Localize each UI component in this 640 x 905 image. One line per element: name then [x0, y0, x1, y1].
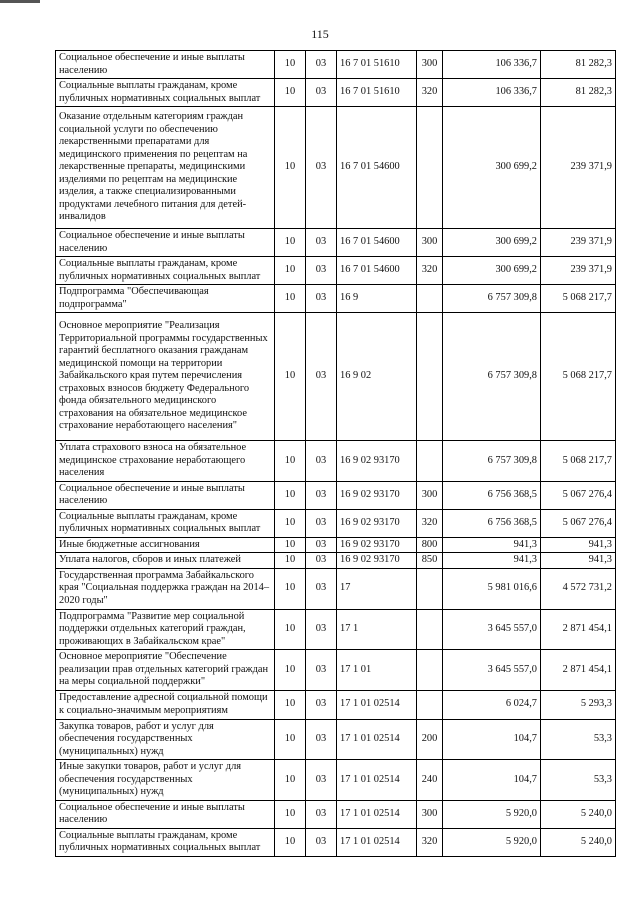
table-row [56, 690, 616, 719]
row-target-article-code: 16 9 02 93170 [337, 553, 417, 569]
row-description: Предоставление адресной социальной помощи к социально-значимым мероприятиям [56, 690, 275, 719]
row-amount-second: 53,3 [541, 760, 616, 801]
row-section-code: 10 [275, 760, 306, 801]
row-subsection-code: 03 [306, 719, 337, 760]
row-expense-kind-code: 300 [417, 481, 443, 509]
row-section-code: 10 [275, 650, 306, 691]
row-section-code: 10 [275, 828, 306, 856]
row-section-code: 10 [275, 257, 306, 285]
row-amount-second: 5 240,0 [541, 800, 616, 828]
row-amount-second: 5 067 276,4 [541, 509, 616, 537]
row-section-code: 10 [275, 441, 306, 482]
table-row [56, 107, 616, 229]
row-amount-first: 5 920,0 [443, 800, 541, 828]
row-amount-first: 104,7 [443, 719, 541, 760]
table-row [56, 760, 616, 801]
row-amount-second: 239 371,9 [541, 257, 616, 285]
row-description: Социальные выплаты гражданам, кроме публичных нормативных социальных выплат [56, 828, 275, 856]
table-row [56, 553, 616, 569]
table-row [56, 719, 616, 760]
row-target-article-code: 17 1 01 [337, 650, 417, 691]
table-row [56, 257, 616, 285]
row-subsection-code: 03 [306, 509, 337, 537]
row-amount-second: 5 068 217,7 [541, 313, 616, 441]
row-expense-kind-code: 850 [417, 553, 443, 569]
row-subsection-code: 03 [306, 285, 337, 313]
row-description: Уплата налогов, сборов и иных платежей [56, 553, 275, 569]
row-target-article-code: 16 7 01 54600 [337, 107, 417, 229]
row-description: Закупка товаров, работ и услуг для обеспечения государственных (муниципальных) нужд [56, 719, 275, 760]
row-amount-second: 81 282,3 [541, 51, 616, 79]
row-amount-second: 5 068 217,7 [541, 441, 616, 482]
row-section-code: 10 [275, 313, 306, 441]
row-section-code: 10 [275, 285, 306, 313]
row-amount-first: 6 757 309,8 [443, 441, 541, 482]
table-row [56, 800, 616, 828]
row-subsection-code: 03 [306, 828, 337, 856]
table-row [56, 441, 616, 482]
row-section-code: 10 [275, 609, 306, 650]
row-amount-first: 3 645 557,0 [443, 650, 541, 691]
row-section-code: 10 [275, 79, 306, 107]
table-row [56, 568, 616, 609]
row-target-article-code: 16 7 01 51610 [337, 51, 417, 79]
row-description: Государственная программа Забайкальского края "Социальная поддержка граждан на 2014–2020 годы" [56, 568, 275, 609]
row-expense-kind-code: 240 [417, 760, 443, 801]
row-subsection-code: 03 [306, 79, 337, 107]
budget-table [55, 50, 616, 857]
row-expense-kind-code: 320 [417, 509, 443, 537]
row-amount-second: 239 371,9 [541, 229, 616, 257]
row-amount-first: 106 336,7 [443, 79, 541, 107]
row-description: Иные бюджетные ассигнования [56, 537, 275, 553]
row-description: Подпрограмма "Развитие мер социальной поддержки отдельных категорий граждан, проживающих в Забайкальском крае" [56, 609, 275, 650]
row-expense-kind-code: 320 [417, 79, 443, 107]
row-section-code: 10 [275, 537, 306, 553]
row-expense-kind-code: 200 [417, 719, 443, 760]
row-expense-kind-code: 300 [417, 51, 443, 79]
row-description: Подпрограмма "Обеспечивающая подпрограмма" [56, 285, 275, 313]
row-section-code: 10 [275, 800, 306, 828]
row-amount-second: 5 067 276,4 [541, 481, 616, 509]
scan-corner-mark [0, 0, 40, 3]
row-amount-second: 941,3 [541, 537, 616, 553]
row-description: Социальное обеспечение и иные выплаты населению [56, 481, 275, 509]
row-expense-kind-code [417, 609, 443, 650]
row-section-code: 10 [275, 481, 306, 509]
row-target-article-code: 17 [337, 568, 417, 609]
row-target-article-code: 16 9 02 93170 [337, 537, 417, 553]
row-amount-second: 5 068 217,7 [541, 285, 616, 313]
row-subsection-code: 03 [306, 229, 337, 257]
row-target-article-code: 17 1 01 02514 [337, 760, 417, 801]
row-description: Социальные выплаты гражданам, кроме публичных нормативных социальных выплат [56, 79, 275, 107]
row-target-article-code: 16 9 02 [337, 313, 417, 441]
row-expense-kind-code: 300 [417, 229, 443, 257]
table-row [56, 828, 616, 856]
row-amount-first: 104,7 [443, 760, 541, 801]
row-target-article-code: 17 1 01 02514 [337, 690, 417, 719]
row-amount-second: 239 371,9 [541, 107, 616, 229]
row-expense-kind-code [417, 650, 443, 691]
page-number: 115 [311, 27, 329, 41]
row-description: Уплата страхового взноса на обязательное медицинское страхование неработающего населения [56, 441, 275, 482]
row-amount-first: 6 756 368,5 [443, 509, 541, 537]
table-row [56, 537, 616, 553]
row-subsection-code: 03 [306, 650, 337, 691]
row-description: Социальные выплаты гражданам, кроме публичных нормативных социальных выплат [56, 509, 275, 537]
row-subsection-code: 03 [306, 257, 337, 285]
row-target-article-code: 17 1 [337, 609, 417, 650]
row-amount-first: 941,3 [443, 553, 541, 569]
row-target-article-code: 16 7 01 51610 [337, 79, 417, 107]
row-description: Основное мероприятие "Обеспечение реализации прав отдельных категорий граждан на меры социальной поддержки" [56, 650, 275, 691]
table-row [56, 79, 616, 107]
row-expense-kind-code [417, 107, 443, 229]
row-amount-second: 5 293,3 [541, 690, 616, 719]
table-row [56, 229, 616, 257]
row-amount-first: 300 699,2 [443, 107, 541, 229]
row-subsection-code: 03 [306, 441, 337, 482]
row-amount-first: 106 336,7 [443, 51, 541, 79]
row-subsection-code: 03 [306, 690, 337, 719]
table-row [56, 285, 616, 313]
row-amount-second: 5 240,0 [541, 828, 616, 856]
row-target-article-code: 17 1 01 02514 [337, 828, 417, 856]
row-expense-kind-code [417, 313, 443, 441]
row-section-code: 10 [275, 229, 306, 257]
budget-table-body [56, 51, 616, 857]
table-row [56, 609, 616, 650]
row-amount-second: 941,3 [541, 553, 616, 569]
table-row [56, 313, 616, 441]
row-description: Социальные выплаты гражданам, кроме публичных нормативных социальных выплат [56, 257, 275, 285]
row-subsection-code: 03 [306, 568, 337, 609]
row-section-code: 10 [275, 107, 306, 229]
row-expense-kind-code: 300 [417, 800, 443, 828]
row-description: Социальное обеспечение и иные выплаты населению [56, 229, 275, 257]
row-target-article-code: 16 9 02 93170 [337, 441, 417, 482]
row-amount-second: 81 282,3 [541, 79, 616, 107]
row-amount-second: 53,3 [541, 719, 616, 760]
row-amount-first: 6 024,7 [443, 690, 541, 719]
row-amount-first: 6 757 309,8 [443, 313, 541, 441]
row-subsection-code: 03 [306, 537, 337, 553]
row-amount-second: 2 871 454,1 [541, 609, 616, 650]
row-expense-kind-code [417, 285, 443, 313]
row-section-code: 10 [275, 509, 306, 537]
row-section-code: 10 [275, 719, 306, 760]
row-description: Социальное обеспечение и иные выплаты населению [56, 800, 275, 828]
row-description: Оказание отдельным категориям граждан социальной услуги по обеспечению лекарственными препаратами для медицинского применения по рецептам на лекарственные препараты, медицинскими изделиями по рецептам на медицинские изделия, а также специализированными продуктами лечебного питания для детей-инвалидов [56, 107, 275, 229]
row-target-article-code: 16 7 01 54600 [337, 229, 417, 257]
row-amount-first: 5 920,0 [443, 828, 541, 856]
table-row [56, 481, 616, 509]
row-subsection-code: 03 [306, 481, 337, 509]
row-amount-first: 6 757 309,8 [443, 285, 541, 313]
row-target-article-code: 17 1 01 02514 [337, 800, 417, 828]
row-target-article-code: 16 7 01 54600 [337, 257, 417, 285]
row-amount-first: 3 645 557,0 [443, 609, 541, 650]
row-target-article-code: 16 9 02 93170 [337, 509, 417, 537]
row-section-code: 10 [275, 568, 306, 609]
row-amount-second: 2 871 454,1 [541, 650, 616, 691]
row-expense-kind-code [417, 568, 443, 609]
row-subsection-code: 03 [306, 609, 337, 650]
row-amount-first: 300 699,2 [443, 257, 541, 285]
row-target-article-code: 16 9 02 93170 [337, 481, 417, 509]
row-subsection-code: 03 [306, 553, 337, 569]
row-target-article-code: 16 9 [337, 285, 417, 313]
row-description: Иные закупки товаров, работ и услуг для обеспечения государственных (муниципальных) нужд [56, 760, 275, 801]
row-description: Основное мероприятие "Реализация Территориальной программы государственных гарантий бесплатного оказания гражданам медицинской помощи на территории Забайкальского края путем перечисления страховых взносов бюджету Федерального фонда обязательного медицинского страхования на обязательное медицинское страхование неработающего населения" [56, 313, 275, 441]
row-subsection-code: 03 [306, 760, 337, 801]
row-section-code: 10 [275, 51, 306, 79]
row-section-code: 10 [275, 553, 306, 569]
row-target-article-code: 17 1 01 02514 [337, 719, 417, 760]
table-row [56, 650, 616, 691]
row-description: Социальное обеспечение и иные выплаты населению [56, 51, 275, 79]
row-expense-kind-code: 320 [417, 828, 443, 856]
row-amount-first: 5 981 016,6 [443, 568, 541, 609]
row-expense-kind-code: 320 [417, 257, 443, 285]
table-row [56, 51, 616, 79]
row-subsection-code: 03 [306, 313, 337, 441]
row-section-code: 10 [275, 690, 306, 719]
row-subsection-code: 03 [306, 51, 337, 79]
table-row [56, 509, 616, 537]
row-amount-second: 4 572 731,2 [541, 568, 616, 609]
row-subsection-code: 03 [306, 107, 337, 229]
row-amount-first: 6 756 368,5 [443, 481, 541, 509]
row-subsection-code: 03 [306, 800, 337, 828]
row-expense-kind-code [417, 690, 443, 719]
row-expense-kind-code [417, 441, 443, 482]
row-expense-kind-code: 800 [417, 537, 443, 553]
row-amount-first: 941,3 [443, 537, 541, 553]
row-amount-first: 300 699,2 [443, 229, 541, 257]
